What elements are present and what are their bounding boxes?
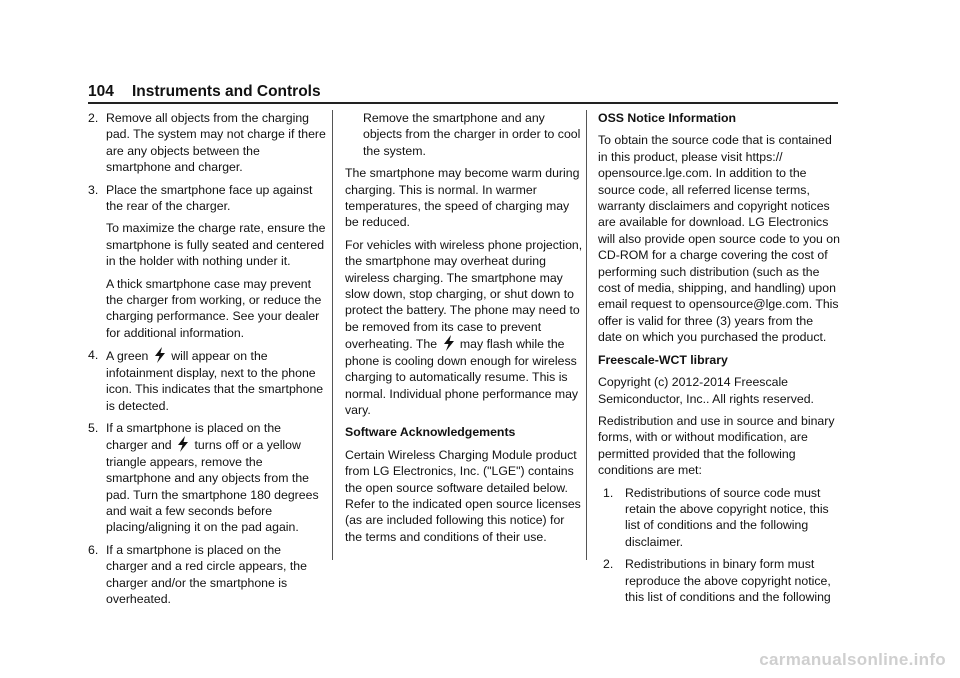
item-number: 2.: [603, 557, 614, 572]
column-3: [598, 110, 840, 611]
item-text: If a smartphone is placed on the charger and: [106, 420, 281, 453]
paragraph: The smartphone may become warm during charging. This is normal. In warmer temperatures, the speed of charging may be reduced.: [345, 166, 580, 230]
list-continuation: Remove the smartphone and any objects from the charger in order to cool the system.: [363, 111, 581, 158]
item-text: A green: [106, 349, 149, 364]
paragraph: Certain Wireless Charging Module product from LG Electronics, Inc. ("LGE") contains the open source software detailed below. Refer to the indicated open source licenses (as are included following this notice) for the terms and conditions of their use.: [345, 447, 581, 544]
item-number: 6.: [88, 542, 99, 557]
column-1: [88, 110, 326, 613]
item-subparagraph: To maximize the charge rate, ensure the smartphone is fully seated and centered in the holder with nothing under it.: [106, 221, 326, 269]
page-header: [88, 83, 321, 103]
item-number: 2.: [88, 111, 99, 125]
paragraph-text: may flash while the phone is cooling down enough for wireless charging to automatically resume. This is normal. Individual phone performance may vary.: [345, 337, 579, 417]
list-item: [88, 347, 326, 414]
list-item: [88, 542, 326, 608]
list-item: [88, 420, 326, 536]
item-text: Redistributions of source code must retain the above copyright notice, this list of conditions and the following disclaimer.: [625, 485, 829, 549]
list-item: [88, 110, 326, 176]
item-number: 1.: [603, 485, 614, 500]
column-2: [345, 110, 583, 551]
page-number: 104: [88, 83, 114, 100]
column-divider-1: [332, 110, 333, 560]
header-rule: [88, 102, 838, 104]
item-text: Remove all objects from the charging pad. The system may not charge if there are any objects between the smartphone and charger.: [106, 111, 326, 175]
list-item: [603, 485, 840, 551]
section-title: Instruments and Controls: [132, 83, 321, 100]
item-subparagraph: A thick smartphone case may prevent the charger from working, or reduce the charging performance. See your dealer for additional information.: [106, 276, 322, 340]
item-number: 5.: [88, 420, 99, 435]
section-heading: OSS Notice Information: [598, 111, 737, 125]
lightning-bolt-icon: [177, 436, 189, 452]
lightning-bolt-icon: [154, 347, 166, 363]
paragraph: Redistribution and use in source and binary forms, with or without modification, are permitted provided that the following conditions are met:: [598, 413, 835, 478]
list-item: [88, 182, 326, 342]
item-text: turns off or a yellow triangle appears, remove the smartphone and any objects from the pad. Turn the smartphone 180 degrees and wait a few seconds before placing/aligning it on the pad again.: [106, 438, 319, 535]
watermark: carmanualsonline.info: [759, 650, 946, 669]
item-number: 3.: [88, 182, 99, 197]
section-heading: Software Acknowledgements: [345, 425, 516, 440]
column-divider-2: [586, 110, 587, 560]
section-heading: Freescale-WCT library: [598, 352, 728, 367]
item-text: Redistributions in binary form must reproduce the above copyright notice, this list of conditions and the following: [625, 557, 831, 604]
paragraph-text: For vehicles with wireless phone projection, the smartphone may overheat during wireless charging. The smartphone may slow down, stop charging, or shut down to protect the battery. The phone may need to be removed from its case to prevent overheating. The: [345, 237, 583, 352]
item-text: will appear on the infotainment display, next to the phone icon. This indicates that the smartphone is detected.: [106, 349, 324, 413]
list-item: [603, 556, 840, 605]
item-text: Place the smartphone face up against the rear of the charger.: [106, 182, 313, 214]
paragraph: To obtain the source code that is contained in this product, please visit https:// opensource.lge.com. In addition to the source code, all referred license terms, warranty disclaimers and copyright notices are available for download. LG Electronics will also provide open source code to you on CD-ROM for a charge covering the cost of performing such distribution (such as the cost of media, shipping, and handling) upon email request to opensource@lge.com. This offer is valid for three (3) years from the date on which you purchased the product.: [598, 133, 840, 345]
item-text: If a smartphone is placed on the charger and a red circle appears, the charger and/or the smartphone is overheated.: [106, 542, 307, 606]
lightning-bolt-icon: [443, 335, 455, 351]
paragraph: Copyright (c) 2012-2014 Freescale Semiconductor, Inc.. All rights reserved.: [598, 375, 814, 406]
item-number: 4.: [88, 348, 99, 363]
paragraph: [345, 237, 583, 418]
